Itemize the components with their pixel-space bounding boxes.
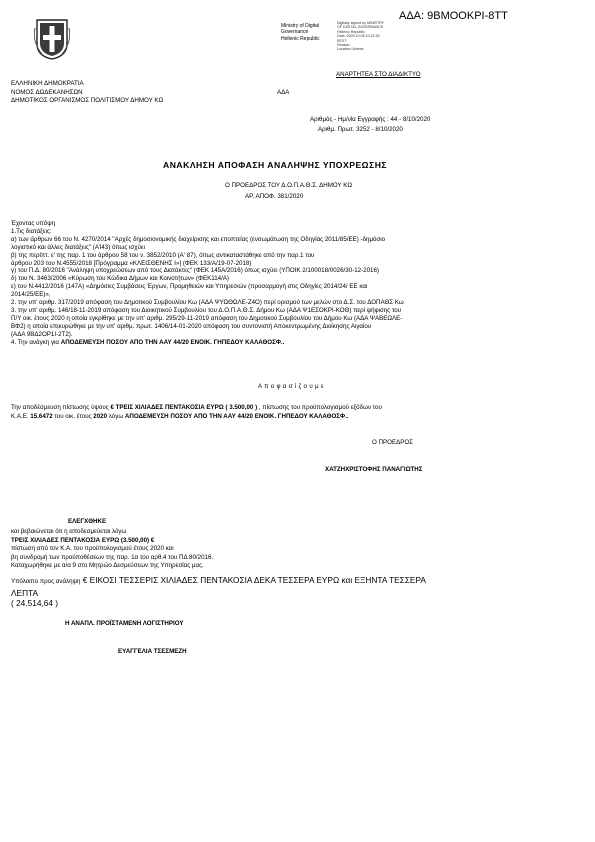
decision-text: [11, 403, 382, 421]
issuer: Ο ΠΡΟΕΔΡΟΣ ΤΟΥ Δ.Ο.Π.Α.Θ.Σ. ΔΗΜΟΥ ΚΩ: [225, 182, 352, 189]
ada-stamp: ΑΔΑ: 9ΒΜΟΟΚΡΙ-8ΤΤ: [399, 10, 508, 22]
consideration-line: 2014/25/ΕΕ)»,: [11, 291, 51, 299]
stamp-signer-line: Digitally signed by MINISTRY: [337, 21, 385, 25]
signature-stamp-details: [337, 21, 384, 52]
consideration-line: 3. την υπ' αριθμ. 146/18-11-2019 απόφαση του Διοικητικού Συμβουλίου του Δ.Ο.Π.Α.Θ.Σ. Δήμου Κω (ΑΔΑ Ψ1ΕΣΟΚΡΙ-ΚΟΘ) περί ψήφισης του: [11, 306, 402, 314]
consideration-line: άρθρου 203 του Ν.4555/2018 [Πρόγραμμα «ΚΛΕΙΣΘΕΝΗΣ Ι»] (ΦΕΚ 133/Α/19-07-2018): [11, 259, 252, 267]
stamp-ministry-line: Governance: [281, 29, 309, 36]
stamp-signer-line: Hellenic Republic: [337, 29, 365, 34]
emblem-icon: [34, 18, 70, 60]
verification-line: πίστωση από τον Κ.Α. του προϋπολογισμού έτους 2020 και: [11, 545, 174, 553]
decision-kae-code: 15.6472: [30, 413, 53, 420]
balance-line: [11, 575, 426, 588]
decision-line-1: [11, 403, 382, 412]
consideration-line: 2. την υπ' αριθμ. 317/2019 απόφαση του Δημοτικού Συμβουλίου Κω (ΑΔΑ ΨΥΩΘΩΛΕ-Ζ4Ο) περί ορισμού των μελών στο Δ.Σ. του ΔΟΠΑΘΣ Κω: [11, 299, 404, 307]
verification-block: [11, 528, 213, 571]
consideration-need: [11, 339, 404, 347]
stamp-signer-line: Reason:: [337, 43, 351, 48]
org-prefecture: ΝΟΜΟΣ ΔΩΔΕΚΑΝΗΣΩΝ: [11, 88, 83, 96]
decision-reason-label: λόγω: [108, 413, 124, 420]
decision-kae-label: Κ.Α.Ε.: [11, 413, 29, 420]
decision-suffix: , πίστωσης του προϋπολογισμού εξόδων του: [258, 404, 382, 411]
org-block: [11, 80, 163, 106]
org-name: ΔΗΜΟΤΙΚΟΣ ΟΡΓΑΝΙΣΜΟΣ ΠΟΛΙΤΙΣΜΟΥ ΔΗΜΟΥ ΚΩ: [11, 97, 164, 105]
posting-note: ΑΝΑΡΤΗΤΕΑ ΣΤΟ ΔΙΑΔΙΚΤΥΟ: [336, 71, 421, 78]
consideration-line: β) της περίπτ. ε' της παρ. 1 του άρθρου 58 του ν. 3852/2010 (Α' 87), όπως αντικαταστάθηκε από την παρ.1 του: [11, 251, 315, 259]
signature-role: Ο ΠΡΟΕΔΡΟΣ: [372, 439, 413, 446]
stamp-ministry-line: Ministry of Digital: [281, 23, 320, 29]
document-title: ΑΝΑΚΛΗΣΗ ΑΠΟΦΑΣΗ ΑΝΑΛΗΨΗΣ ΥΠΟΧΡΕΩΣΗΣ: [163, 160, 388, 170]
balance-amount: ( 24.514,64 ): [11, 598, 59, 608]
decision-line-2: [11, 412, 382, 421]
accounting-name: ΕΥΑΓΓΕΛΙΑ ΤΣΕΣΜΕΖΗ: [118, 648, 187, 655]
balance-label: Υπόλοιπο προς ανάληψη: [11, 578, 81, 585]
verification-heading: ΕΛΕΓΧΘΗΚΕ: [68, 518, 107, 525]
consideration-line: (ΑΔΑ 9ΒΔ2ΟΡ1Ι-2Τ2).: [11, 330, 73, 338]
decision-year-label: του οικ. έτους: [54, 413, 92, 420]
verification-line: και βεβαιώνεται ότι η αποδεσμεύεται λόγω: [11, 528, 127, 535]
consideration-line: α) των άρθρων 66 του Ν. 4270/2014 "Αρχές δημοσιονομικής διαχείρισης και εποπτείας (ενσωμάτωση της Οδηγίας 2011/85/ΕΕ) -δημόσιο: [11, 235, 386, 243]
need-subject: ΑΠΟΔΕΜΕΥΣΗ ΠΟΣΟΥ ΑΠΟ ΤΗΝ ΑΑΥ 44/20 ΕΝΟΙΚ. ΓΗΠΕΔΟΥ ΚΑΛΑΘΟΣΦ..: [60, 338, 285, 346]
balance-block: [11, 575, 426, 609]
considerations: [11, 220, 404, 347]
decision-number: ΑΡ. ΑΠΟΦ. 381/2020: [245, 193, 304, 200]
consideration-line: ΒΦ2) η οποία επικυρώθηκε με την υπ' αριθμ. πρωτ. 1406/14-01-2020 απόφαση του συντονιστή Αποκεντρωμένης Διοίκησης Αιγαίου: [11, 322, 372, 330]
decision-amount: € ΤΡΕΙΣ ΧΙΛΙΑΔΕΣ ΠΕΝΤΑΚΟΣΙΑ ΕΥΡΩ ( 3.500,00 ): [110, 404, 258, 411]
hellenic-republic-emblem: [34, 18, 70, 60]
decision-prefix: Την αποδέσμευση πίστωσης ύψους: [11, 404, 109, 411]
need-prefix: 4. Την ανάγκη για: [11, 338, 59, 346]
decision-reason: ΑΠΟΔΕΜΕΥΣΗ ΠΟΣΟΥ ΑΠΟ ΤΗΝ ΑΑΥ 44/20 ΕΝΟΙΚ. ΓΗΠΕΔΟΥ ΚΑΛΑΘΟΣΦ..: [124, 413, 349, 420]
consideration-line: 1.Τις διατάξεις:: [11, 227, 52, 235]
consideration-line: δ) του Ν. 3463/2006 «Κύρωση του Κώδικα Δήμων και Κοινοτήτων» (ΦΕΚ114/Α): [11, 275, 229, 283]
verification-line: Καταχωρήθηκε με α/α 9 στο Μητρώο Δεσμεύσεων της Υπηρεσίας μας.: [11, 562, 204, 570]
considerations-intro: Έχοντας υπόψη: [11, 220, 56, 227]
stamp-signer-line: Date: 2020.10.08 10:21:30: [337, 34, 380, 39]
balance-words: € ΕΙΚΟΣΙ ΤΕΣΣΕΡΙΣ ΧΙΛΙΑΔΕΣ ΠΕΝΤΑΚΟΣΙΑ ΔΕΚΑ ΤΕΣΣΕΡΑ ΕΥΡΩ και ΕΞΗΝΤΑ ΤΕΣΣΕΡΑ: [82, 575, 426, 585]
registration-number: Αριθμός - Ημ/νία Εγγραφής : 44 - 8/10/2020: [310, 116, 431, 123]
stamp-signer-line: OF DIGITAL GOVERNANCE: [337, 25, 384, 30]
accounting-role: Η ΑΝΑΠΛ. ΠΡΟΪΣΤΑΜΕΝΗ ΛΟΓΙΣΤΗΡΙΟΥ: [65, 620, 184, 627]
stamp-ministry-line: Hellenic Republic: [281, 35, 320, 42]
consideration-line: Π/Υ οικ. έτους 2020 η οποία εγκρίθηκε με την υπ' αριθμ. 295/29-11-2019 απόφαση του Δημοτικού Συμβουλίου του Δήμου Κω (ΑΔΑ ΨΑΒΕΩΛΕ-: [11, 314, 403, 322]
consideration-line: λογιστικό και άλλες διατάξεις" (ΑΊ43) όπως ισχύει: [11, 243, 146, 251]
consideration-line: γ) του Π.Δ. 80/2016 "Ανάληψη υποχρεώσεων από τους Διατάκτες" (ΦΕΚ 145Α/2016) όπως ισχύει (ΥΠΟΙΚ 2/100018/0026/30-12-2016): [11, 267, 379, 275]
balance-words-cont: ΛΕΠΤΑ: [11, 587, 39, 598]
ada-label: ΑΔΑ: [277, 89, 290, 96]
stamp-signer-line: EEST: [337, 38, 347, 43]
signature-name: ΧΑΤΖΗΧΡΙΣΤΟΦΗΣ ΠΑΝΑΓΙΩΤΗΣ: [325, 466, 423, 473]
consideration-line: ε) του Ν.4412/2016 (147Α) «Δημόσιες Συμβάσεις Έργων, Προμηθειών και Υπηρεσιών (προσαρμογή στις Οδηγίες 2014/24/ ΕΕ και: [11, 283, 368, 291]
stamp-signer-line: Location: Athens: [337, 47, 364, 52]
decides-heading: Α π ο φ α σ ί ζ ο υ μ ε: [258, 383, 324, 390]
verification-amount: ΤΡΕΙΣ ΧΙΛΙΑΔΕΣ ΠΕΝΤΑΚΟΣΙΑ ΕΥΡΩ (3.500,00) €: [11, 536, 155, 544]
signature-stamp-ministry: [281, 23, 320, 42]
verification-line: βη συνδρομή των προϋποθέσεων της παρ. 1α του αρθ.4 του ΠΔ 80/2016.: [11, 553, 214, 561]
protocol-number: Αριθμ. Πρωτ. 3252 - 8/10/2020: [318, 126, 403, 133]
org-country: ΕΛΛΗΝΙΚΗ ΔΗΜΟΚΡΑΤΙΑ: [11, 80, 84, 87]
decision-year: 2020: [93, 413, 108, 420]
